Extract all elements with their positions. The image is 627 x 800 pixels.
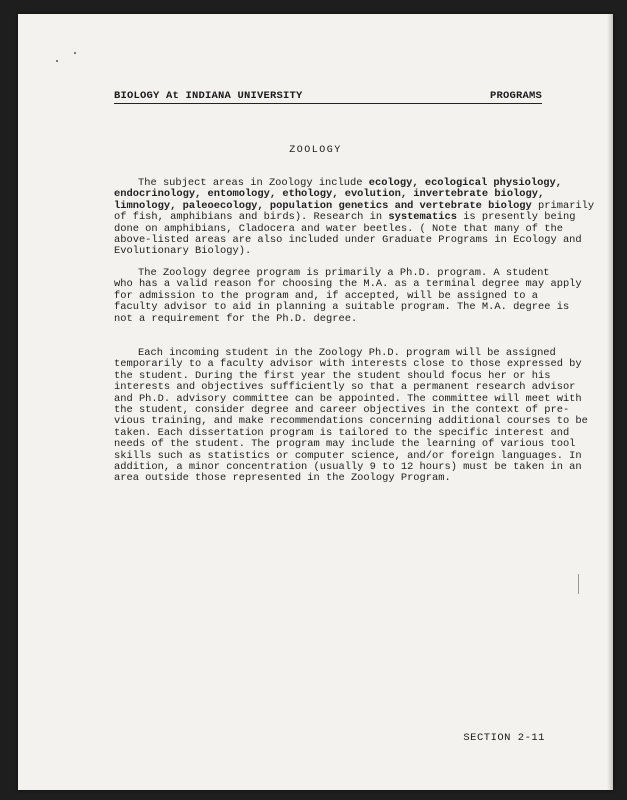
paper-mark [578, 574, 579, 594]
text-line: endocrinology, entomology, ethology, evolution, invertebrate biology, [114, 188, 545, 201]
text-line: of fish, amphibians and birds). Research in systematics is presently being [114, 211, 576, 224]
page-title: ZOOLOGY [289, 145, 342, 156]
header-left: BIOLOGY At INDIANA UNIVERSITY [114, 90, 303, 102]
text-line: for admission to the program and, if accepted, will be assigned to a [114, 289, 539, 302]
paragraph-subject-areas [114, 177, 595, 258]
text-line: vious training, and make recommendations concerning additional courses to be [114, 415, 588, 428]
text-line: needs of the student. The program may include the learning of various tool [114, 438, 576, 451]
text-line: taken. Each dissertation program is tailored to the specific interest and [114, 426, 570, 439]
text-line: Evolutionary Biology). [114, 245, 252, 258]
text-line: done on amphibians, Cladocera and water beetles. ( Note that many of the [114, 222, 563, 235]
text-line: the student, consider degree and career objectives in the context of pre- [114, 404, 570, 417]
text-line: The Zoology degree program is primarily a Ph.D. program. A student [138, 267, 550, 279]
document-page [18, 14, 613, 790]
text-line: the student. During the first year the student should focus her or his [114, 369, 551, 382]
text-line: area outside those represented in the Zoology Program. [114, 472, 451, 485]
text-line: temporarily to a faculty advisor with interests close to those expressed by [114, 358, 582, 371]
page-edge-shadow [607, 14, 613, 790]
text-line: above-listed areas are also included under Graduate Programs in Ecology and [114, 234, 582, 247]
text-line: addition, a minor concentration (usually 9 to 12 hours) must be taken in an [114, 461, 582, 474]
text-line: limnology, paleoecology, population genetics and vertebrate biology primarily [114, 199, 595, 212]
paragraph-advisory [114, 347, 588, 485]
text-line: interests and objectives sufficiently so that a permanent research advisor [114, 381, 576, 394]
text-line: faculty advisor to aid in planning a suitable program. The M.A. degree is [114, 301, 570, 314]
page-header [114, 90, 542, 104]
text-line: who has a valid reason for choosing the M.A. as a terminal degree may apply [114, 278, 582, 291]
paper-speck [56, 60, 58, 62]
text-line: The subject areas in Zoology include ecology, ecological physiology, [138, 177, 563, 189]
text-line: skills such as statistics or computer science, and/or foreign languages. In [114, 449, 582, 462]
text-line: not a requirement for the Ph.D. degree. [114, 312, 358, 325]
section-footer: SECTION 2-11 [463, 732, 545, 744]
paragraph-degree-program [114, 267, 582, 325]
paper-speck [74, 52, 76, 54]
text-line: Each incoming student in the Zoology Ph.D. program will be assigned [138, 347, 556, 359]
text-line: and Ph.D. advisory committee can be appointed. The committee will meet with [114, 392, 582, 405]
header-right: PROGRAMS [489, 90, 542, 102]
